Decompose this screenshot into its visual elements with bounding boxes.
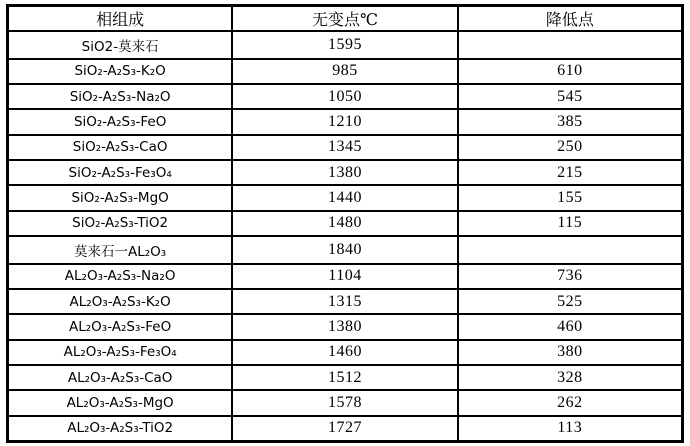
header-row bbox=[8, 6, 683, 32]
invariant-point-cell: 1050 bbox=[232, 84, 457, 109]
invariant-point-cell: 1840 bbox=[232, 236, 457, 264]
table-row bbox=[8, 340, 683, 365]
table-row bbox=[8, 160, 683, 185]
invariant-point-cell: 1345 bbox=[232, 135, 457, 160]
invariant-point-cell: 1578 bbox=[232, 390, 457, 415]
invariant-point-cell: 1460 bbox=[232, 340, 457, 365]
lowering-point-cell: 525 bbox=[458, 289, 683, 314]
table-row bbox=[8, 264, 683, 289]
table-row bbox=[8, 314, 683, 339]
invariant-point-cell: 1380 bbox=[232, 160, 457, 185]
phase-cell: SiO₂-A₂S₃-K₂O bbox=[8, 59, 233, 84]
phase-cell: SiO₂-A₂S₃-FeO bbox=[8, 109, 233, 134]
table-row bbox=[8, 109, 683, 134]
table-row bbox=[8, 289, 683, 314]
phase-cell: AL₂O₃-A₂S₃-MgO bbox=[8, 390, 233, 415]
lowering-point-cell: 215 bbox=[458, 160, 683, 185]
lowering-point-cell: 113 bbox=[458, 416, 683, 442]
table-row bbox=[8, 59, 683, 84]
invariant-point-cell: 985 bbox=[232, 59, 457, 84]
lowering-point-cell: 610 bbox=[458, 59, 683, 84]
phase-cell: SiO₂-A₂S₃-Fe₃O₄ bbox=[8, 160, 233, 185]
lowering-point-cell: 460 bbox=[458, 314, 683, 339]
table-row bbox=[8, 416, 683, 442]
invariant-point-cell: 1380 bbox=[232, 314, 457, 339]
phase-cell: AL₂O₃-A₂S₃-K₂O bbox=[8, 289, 233, 314]
phase-cell: AL₂O₃-A₂S₃-CaO bbox=[8, 365, 233, 390]
table-row bbox=[8, 365, 683, 390]
table-row bbox=[8, 236, 683, 264]
invariant-point-cell: 1480 bbox=[232, 211, 457, 236]
invariant-point-cell: 1315 bbox=[232, 289, 457, 314]
table-row bbox=[8, 84, 683, 109]
lowering-point-cell: 115 bbox=[458, 211, 683, 236]
invariant-point-cell: 1210 bbox=[232, 109, 457, 134]
phase-cell: SiO₂-A₂S₃-TiO2 bbox=[8, 211, 233, 236]
lowering-point-cell: 380 bbox=[458, 340, 683, 365]
invariant-point-cell: 1440 bbox=[232, 185, 457, 210]
table-row bbox=[8, 31, 683, 59]
phase-cell: SiO₂-A₂S₃-CaO bbox=[8, 135, 233, 160]
lowering-point-cell: 328 bbox=[458, 365, 683, 390]
col-header-invariant-point: 无变点℃ bbox=[232, 6, 457, 32]
phase-cell: SiO2-莫来石 bbox=[8, 31, 233, 59]
lowering-point-cell: 250 bbox=[458, 135, 683, 160]
table-row bbox=[8, 185, 683, 210]
phase-cell: AL₂O₃-A₂S₃-TiO2 bbox=[8, 416, 233, 442]
lowering-point-cell bbox=[458, 31, 683, 59]
table-row bbox=[8, 211, 683, 236]
lowering-point-cell: 262 bbox=[458, 390, 683, 415]
lowering-point-cell: 545 bbox=[458, 84, 683, 109]
phase-cell: AL₂O₃-A₂S₃-Fe₃O₄ bbox=[8, 340, 233, 365]
invariant-point-cell: 1595 bbox=[232, 31, 457, 59]
table-row bbox=[8, 390, 683, 415]
table-body bbox=[8, 31, 683, 442]
lowering-point-cell: 385 bbox=[458, 109, 683, 134]
table-row bbox=[8, 135, 683, 160]
lowering-point-cell: 155 bbox=[458, 185, 683, 210]
lowering-point-cell: 736 bbox=[458, 264, 683, 289]
invariant-point-cell: 1727 bbox=[232, 416, 457, 442]
col-header-phase-composition: 相组成 bbox=[8, 6, 233, 32]
phase-cell: AL₂O₃-A₂S₃-Na₂O bbox=[8, 264, 233, 289]
phase-composition-table bbox=[6, 4, 684, 443]
invariant-point-cell: 1512 bbox=[232, 365, 457, 390]
phase-cell: AL₂O₃-A₂S₃-FeO bbox=[8, 314, 233, 339]
col-header-lowering-point: 降低点 bbox=[458, 6, 683, 32]
invariant-point-cell: 1104 bbox=[232, 264, 457, 289]
phase-cell: SiO₂-A₂S₃-MgO bbox=[8, 185, 233, 210]
phase-cell: SiO₂-A₂S₃-Na₂O bbox=[8, 84, 233, 109]
phase-cell: 莫来石一AL₂O₃ bbox=[8, 236, 233, 264]
lowering-point-cell bbox=[458, 236, 683, 264]
